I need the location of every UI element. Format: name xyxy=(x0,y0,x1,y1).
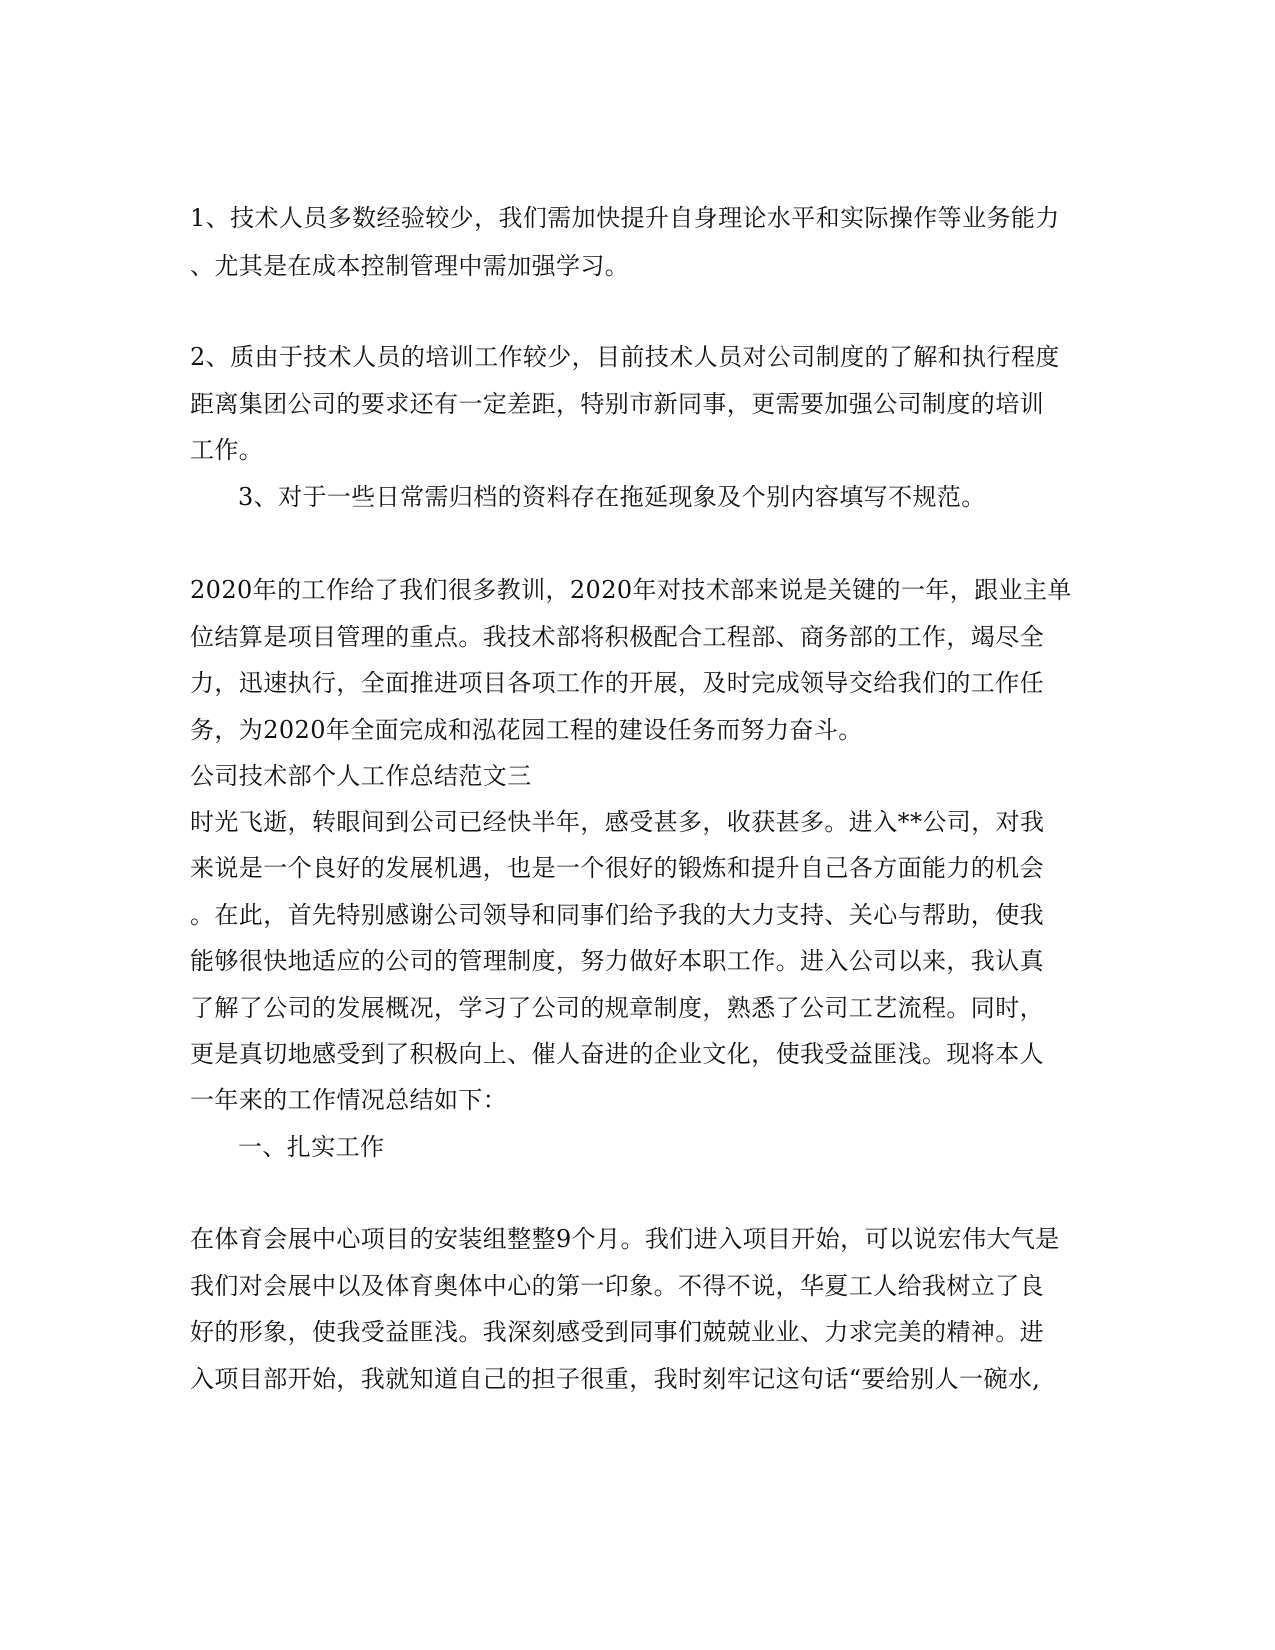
text-line: 一年来的工作情况总结如下： xyxy=(190,1086,508,1114)
text-line: 了解了公司的发展概况，学习了公司的规章制度，熟悉了公司工艺流程。同时， xyxy=(190,994,1044,1022)
text-line: 更是真切地感受到了积极向上、催人奋进的企业文化，使我受益匪浅。现将本人 xyxy=(190,1040,1044,1068)
text-line: 位结算是项目管理的重点。我技术部将积极配合工程部、商务部的工作，竭尽全 xyxy=(190,623,1044,651)
text-line: 力，迅速执行，全面推进项目各项工作的开展，及时完成领导交给我们的工作任 xyxy=(190,669,1044,697)
text-line: 工作。 xyxy=(190,436,264,464)
subheading: 一、扎实工作 xyxy=(238,1133,385,1161)
text-line: 我们对会展中以及体育奥体中心的第一印象。不得不说，华夏工人给我树立了良 xyxy=(190,1272,1044,1300)
text-line: 来说是一个良好的发展机遇，也是一个很好的锻炼和提升自己各方面能力的机会 xyxy=(190,854,1044,882)
text-line: 2、质由于技术人员的培训工作较少，目前技术人员对公司制度的了解和执行程度 xyxy=(190,343,1060,371)
text-line: 3、对于一些日常需归档的资料存在拖延现象及个别内容填写不规范。 xyxy=(238,483,986,511)
text-line: 时光飞逝，转眼间到公司已经快半年，感受甚多，收获甚多。进入**公司，对我 xyxy=(190,808,1045,836)
text-line: 好的形象，使我受益匪浅。我深刻感受到同事们兢兢业业、力求完美的精神。进 xyxy=(190,1318,1044,1346)
text-line: 。在此，首先特别感谢公司领导和同事们给予我的大力支持、关心与帮助，使我 xyxy=(190,901,1044,929)
text-line: 入项目部开始，我就知道自己的担子很重，我时刻牢记这句话“要给别人一碗水, xyxy=(190,1365,1041,1393)
text-line: 在体育会展中心项目的安装组整整9个月。我们进入项目开始，可以说宏伟大气是 xyxy=(190,1225,1060,1253)
text-line: 能够很快地适应的公司的管理制度，努力做好本职工作。进入公司以来，我认真 xyxy=(190,947,1044,975)
text-line: 2020年的工作给了我们很多教训，2020年对技术部来说是关键的一年，跟业主单 xyxy=(190,576,1072,604)
text-line: 、尤其是在成本控制管理中需加强学习。 xyxy=(190,252,630,280)
text-line: 务，为2020年全面完成和泓花园工程的建设任务而努力奋斗。 xyxy=(190,716,863,744)
text-line: 1、技术人员多数经验较少，我们需加快提升自身理论水平和实际操作等业务能力 xyxy=(190,204,1060,232)
section-heading: 公司技术部个人工作总结范文三 xyxy=(190,762,532,790)
text-line: 距离集团公司的要求还有一定差距，特别市新同事，更需要加强公司制度的培训 xyxy=(190,390,1044,418)
